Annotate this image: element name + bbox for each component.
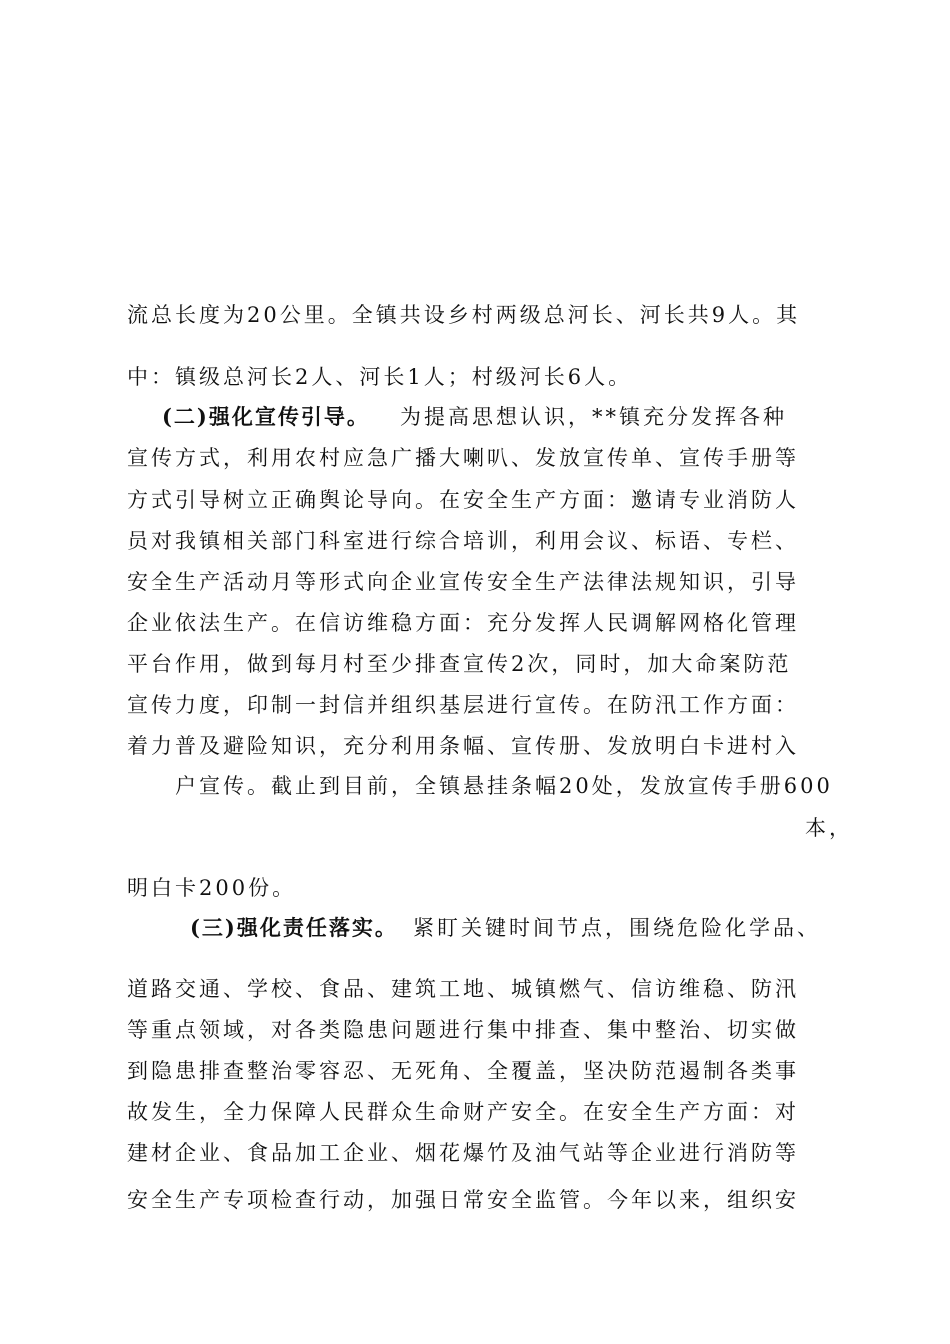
paragraph-line: 员对我镇相关部门科室进行综合培训，利用会议、标语、专栏、 xyxy=(127,529,799,553)
paragraph-line: 为提高思想认识，**镇充分发挥各种 xyxy=(400,405,787,429)
paragraph-line: 企业依法生产。在信访维稳方面：充分发挥人民调解网格化管理 xyxy=(127,611,799,635)
paragraph-line: 道路交通、学校、食品、建筑工地、城镇燃气、信访维稳、防汛 xyxy=(127,977,799,1001)
paragraph-line: 安全生产活动月等形式向企业宣传安全生产法律法规知识，引导 xyxy=(127,570,799,594)
paragraph-line: 着力普及避险知识，充分利用条幅、宣传册、发放明白卡进村入 xyxy=(127,734,799,758)
paragraph-line: 明白卡200份。 xyxy=(127,876,297,900)
paragraph-line: 等重点领域，对各类隐患问题进行集中排查、集中整治、切实做 xyxy=(127,1018,799,1042)
paragraph-line: 故发生，全力保障人民群众生命财产安全。在安全生产方面：对 xyxy=(127,1100,799,1124)
paragraph-line: 建材企业、食品加工企业、烟花爆竹及油气站等企业进行消防等 xyxy=(127,1141,799,1165)
paragraph-line: 中：镇级总河长2人、河长1人；村级河长6人。 xyxy=(127,365,633,389)
paragraph-line: 本， xyxy=(805,816,853,840)
paragraph-line: 紧盯关键时间节点，围绕危险化学品、 xyxy=(413,916,821,940)
paragraph-line: 户宣传。截止到目前，全镇悬挂条幅20处，发放宣传手册600 xyxy=(175,774,833,798)
paragraph-line: 宣传方式，利用农村应急广播大喇叭、发放宣传单、宣传手册等 xyxy=(127,446,799,470)
paragraph-line: 流总长度为20公里。全镇共设乡村两级总河长、河长共9人。其 xyxy=(127,303,801,327)
paragraph-line: 方式引导树立正确舆论导向。在安全生产方面：邀请专业消防人 xyxy=(127,488,799,512)
section-heading: (二)强化宣传引导。 xyxy=(162,404,370,429)
paragraph-line: 平台作用，做到每月村至少排查宣传2次，同时，加大命案防范 xyxy=(127,652,792,676)
paragraph-line: 安全生产专项检查行动，加强日常安全监管。今年以来，组织安 xyxy=(127,1188,799,1212)
paragraph-line: 到隐患排查整治零容忍、无死角、全覆盖，坚决防范遏制各类事 xyxy=(127,1059,799,1083)
section-heading: (三)强化责任落实。 xyxy=(190,915,398,940)
paragraph-line: 宣传力度，印制一封信并组织基层进行宣传。在防汛工作方面： xyxy=(127,693,799,717)
